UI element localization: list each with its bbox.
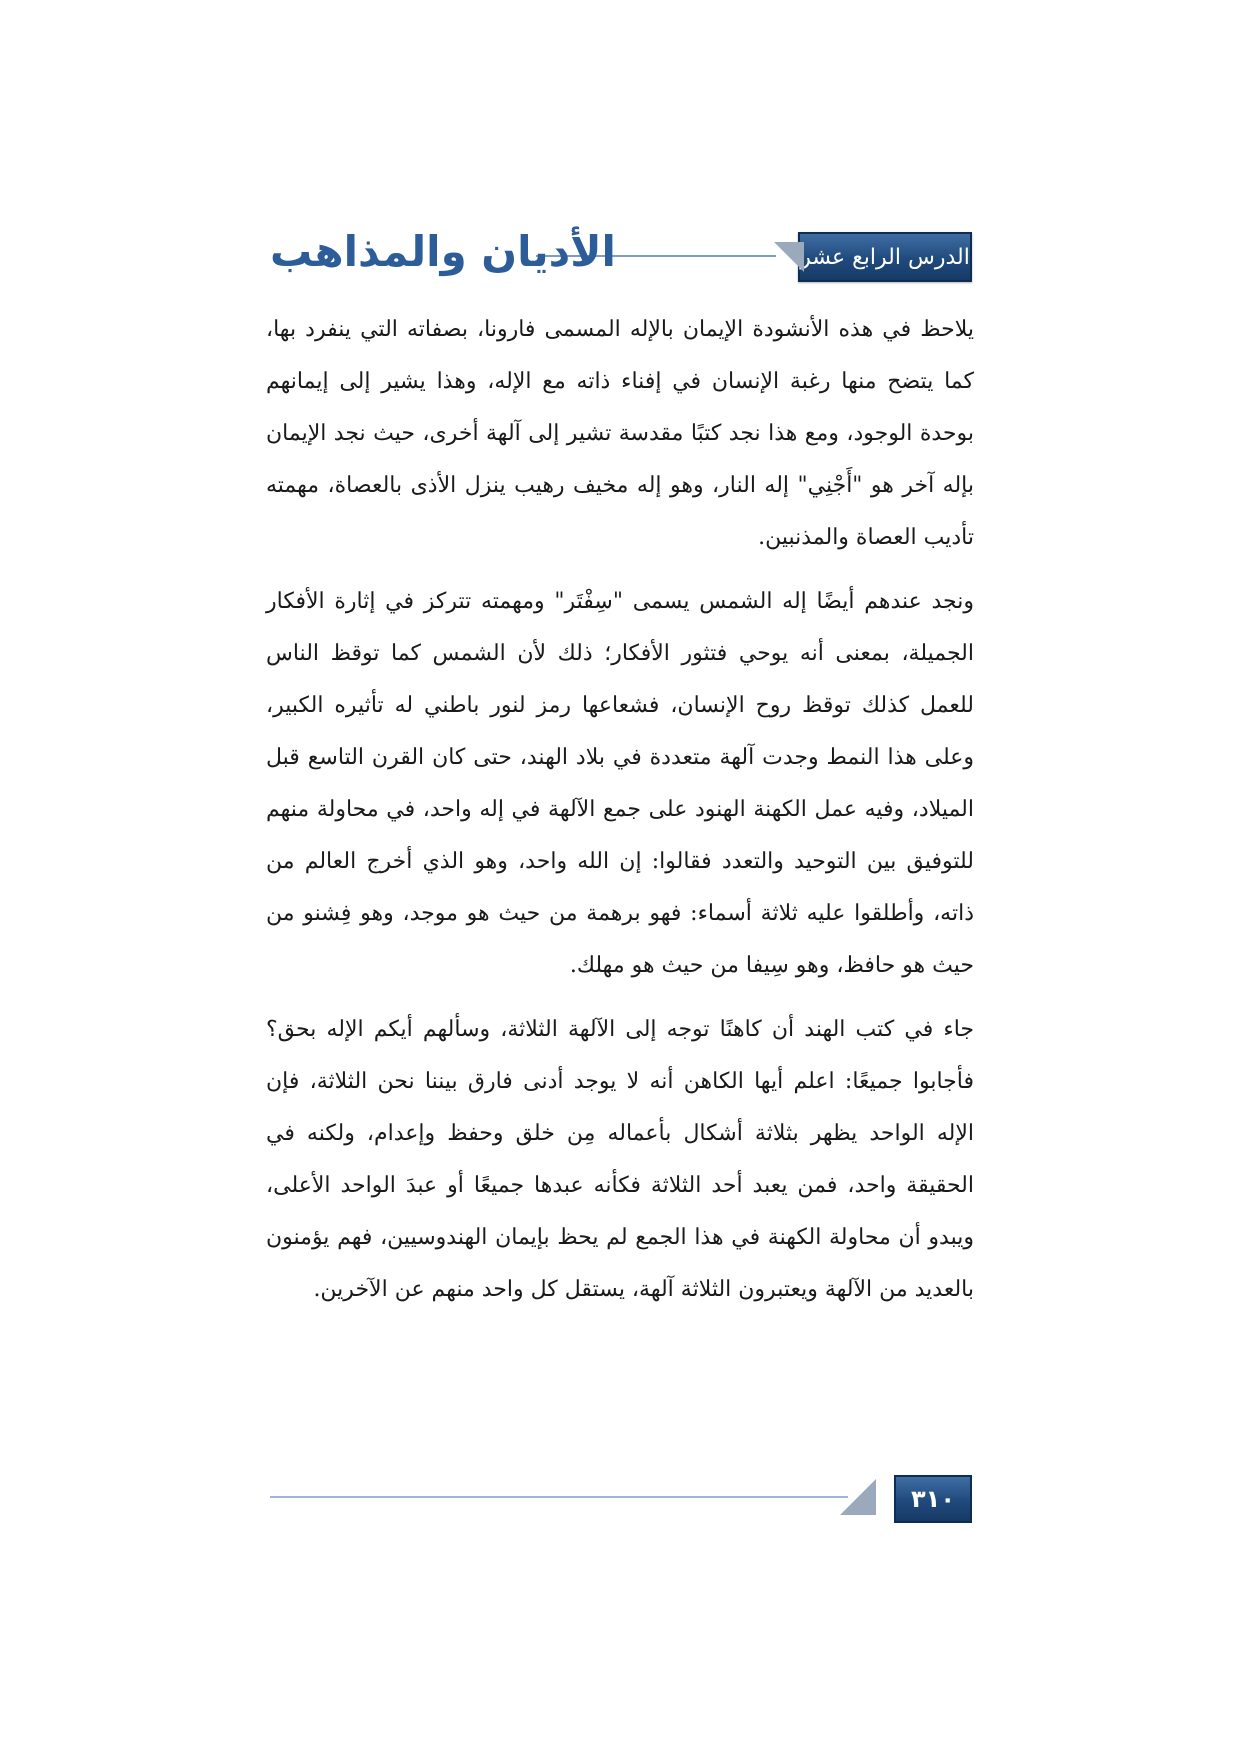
footer-divider-line: [270, 1496, 848, 1498]
book-title: الأديان والمذاهب: [270, 227, 616, 276]
paragraph: جاء في كتب الهند أن كاهنًا توجه إلى الآلهة الثلاثة، وسألهم أيكم الإله بحق؟ فأجابوا جميعًا: اعلم أيها الكاهن أنه لا يوجد أدنى فارق بيننا نحن الثلاثة، فإن الإله الواحد يظهر بثلاثة أشكال بأعماله مِن خلق وحفظ وإعدام، ولكنه في الحقيقة واحد، فمن يعبد أحد الثلاثة فكأنه عبدها جميعًا أو عبدَ الواحد الأعلى، ويبدو أن محاولة الكهنة في هذا الجمع لم يحظ بإيمان الهندوسيين، فهم يؤمنون بالعديد من الآلهة ويعتبرون الثلاثة آلهة، يستقل كل واحد منهم عن الآخرين.: [266, 1017, 974, 1302]
header-wedge-decoration: [774, 242, 804, 272]
paragraph: يلاحظ في هذه الأنشودة الإيمان بالإله المسمى فارونا، بصفاته التي ينفرد بها، كما يتضح منها رغبة الإنسان في إفناء ذاته مع الإله، وهذا يشير إلى إيمانهم بوحدة الوجود، ومع هذا نجد كتبًا مقدسة تشير إلى آلهة أخرى، حيث نجد الإيمان بإله آخر هو "أَجْنِي" إله النار، وهو إله مخيف رهيب ينزل الأذى بالعصاة، مهمته تأديب العصاة والمذنبين.: [266, 317, 974, 550]
chapter-label: الدرس الرابع عشر: [798, 232, 972, 282]
footer-wedge-decoration: [840, 1479, 876, 1515]
page-footer: [270, 1475, 972, 1523]
page-header: [270, 228, 972, 284]
page-body: [266, 304, 974, 1328]
page-number: ٣١٠: [894, 1475, 972, 1523]
paragraph: ونجد عندهم أيضًا إله الشمس يسمى "سِفْتَر" ومهمته تتركز في إثارة الأفكار الجميلة، بمعنى أنه يوحي فتثور الأفكار؛ ذلك لأن الشمس كما توقظ الناس للعمل كذلك توقظ روح الإنسان، فشعاعها رمز لنور باطني له تأثيره الكبير، وعلى هذا النمط وجدت آلهة متعددة في بلاد الهند، حتى كان القرن التاسع قبل الميلاد، وفيه عمل الكهنة الهنود على جمع الآلهة في إله واحد، في محاولة منهم للتوفيق بين التوحيد والتعدد فقالوا: إن الله واحد، وهو الذي أخرج العالم من ذاته، وأطلقوا عليه ثلاثة أسماء: فهو برهمة من حيث هو موجد، وهو فِشنو من حيث هو حافظ، وهو سِيفا من حيث هو مهلك.: [266, 589, 974, 978]
